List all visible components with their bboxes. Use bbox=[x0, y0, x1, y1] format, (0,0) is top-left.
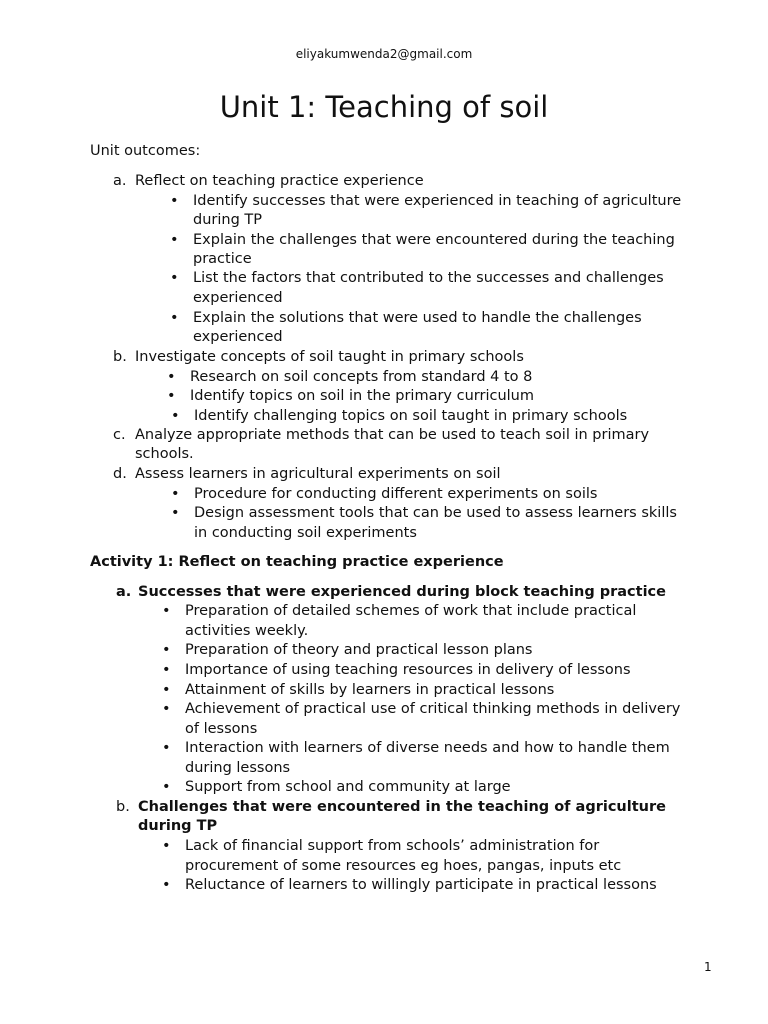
outcome-c-text: Analyze appropriate methods that can be used to teach soil in primary bbox=[135, 427, 650, 443]
list-item: List the factors that contributed to the successes and challenges bbox=[193, 270, 664, 286]
activity-b-heading-continuation: during TP bbox=[138, 818, 218, 834]
page-title: Unit 1: Teaching of soil bbox=[219, 90, 549, 124]
list-item-continuation: of lessons bbox=[185, 721, 258, 737]
list-item: Preparation of detailed schemes of work that include practical bbox=[185, 603, 637, 619]
bullet-icon: • bbox=[167, 388, 176, 404]
outcome-b-text: Investigate concepts of soil taught in primary schools bbox=[135, 349, 524, 365]
list-item-continuation: during TP bbox=[193, 212, 262, 228]
list-item: Lack of financial support from schools’ administration for bbox=[185, 838, 600, 854]
list-item: Research on soil concepts from standard 4 to 8 bbox=[190, 369, 533, 385]
header-email: eliyakumwenda2@gmail.com bbox=[295, 47, 473, 61]
list-item: Design assessment tools that can be used to assess learners skills bbox=[194, 505, 677, 521]
bullet-icon: • bbox=[167, 369, 176, 385]
list-item: Explain the challenges that were encountered during the teaching bbox=[193, 232, 675, 248]
list-item: Identify topics on soil in the primary curriculum bbox=[190, 388, 534, 404]
bullet-icon: • bbox=[162, 642, 171, 658]
list-item: Identify successes that were experienced in teaching of agriculture bbox=[193, 193, 682, 209]
bullet-icon: • bbox=[170, 193, 179, 209]
bullet-icon: • bbox=[162, 662, 171, 678]
list-item: Achievement of practical use of critical thinking methods in delivery bbox=[185, 701, 681, 717]
list-item: Support from school and community at large bbox=[185, 779, 511, 795]
list-marker: b. bbox=[116, 799, 130, 815]
bullet-icon: • bbox=[170, 232, 179, 248]
list-item: Explain the solutions that were used to handle the challenges bbox=[193, 310, 642, 326]
bullet-icon: • bbox=[162, 701, 171, 717]
list-item: Attainment of skills by learners in practical lessons bbox=[185, 682, 555, 698]
list-marker: a. bbox=[113, 173, 127, 189]
list-item-continuation: activities weekly. bbox=[185, 623, 309, 639]
list-item-continuation: during lessons bbox=[185, 760, 291, 776]
bullet-icon: • bbox=[170, 310, 179, 326]
bullet-icon: • bbox=[171, 486, 180, 502]
bullet-icon: • bbox=[171, 408, 180, 424]
bullet-icon: • bbox=[170, 270, 179, 286]
page-number: 1 bbox=[704, 960, 712, 974]
activity-heading: Activity 1: Reflect on teaching practice experience bbox=[90, 554, 504, 570]
list-marker: c. bbox=[113, 427, 126, 443]
list-item-continuation: practice bbox=[193, 251, 252, 267]
outcome-c-continuation: schools. bbox=[135, 446, 194, 462]
list-item: Procedure for conducting different experiments on soils bbox=[194, 486, 598, 502]
list-item-continuation: procurement of some resources eg hoes, pangas, inputs etc bbox=[185, 858, 622, 874]
bullet-icon: • bbox=[162, 779, 171, 795]
activity-b-heading: Challenges that were encountered in the teaching of agriculture bbox=[138, 799, 666, 815]
bullet-icon: • bbox=[162, 740, 171, 756]
bullet-icon: • bbox=[162, 603, 171, 619]
list-marker: b. bbox=[113, 349, 127, 365]
list-marker: a. bbox=[116, 584, 132, 600]
bullet-icon: • bbox=[162, 682, 171, 698]
outcome-a-text: Reflect on teaching practice experience bbox=[135, 173, 424, 189]
outcomes-heading: Unit outcomes: bbox=[90, 143, 201, 159]
bullet-icon: • bbox=[162, 877, 171, 893]
list-item-continuation: experienced bbox=[193, 290, 283, 306]
bullet-icon: • bbox=[162, 838, 171, 854]
list-item: Importance of using teaching resources in delivery of lessons bbox=[185, 662, 631, 678]
list-item: Reluctance of learners to willingly participate in practical lessons bbox=[185, 877, 657, 893]
list-marker: d. bbox=[113, 466, 127, 482]
list-item-continuation: in conducting soil experiments bbox=[194, 525, 417, 541]
list-item: Preparation of theory and practical lesson plans bbox=[185, 642, 533, 658]
bullet-icon: • bbox=[171, 505, 180, 521]
list-item-continuation: experienced bbox=[193, 329, 283, 345]
list-item: Identify challenging topics on soil taught in primary schools bbox=[194, 408, 628, 424]
outcome-d-text: Assess learners in agricultural experiments on soil bbox=[135, 466, 501, 482]
activity-a-heading: Successes that were experienced during block teaching practice bbox=[138, 584, 666, 600]
list-item: Interaction with learners of diverse needs and how to handle them bbox=[185, 740, 670, 756]
